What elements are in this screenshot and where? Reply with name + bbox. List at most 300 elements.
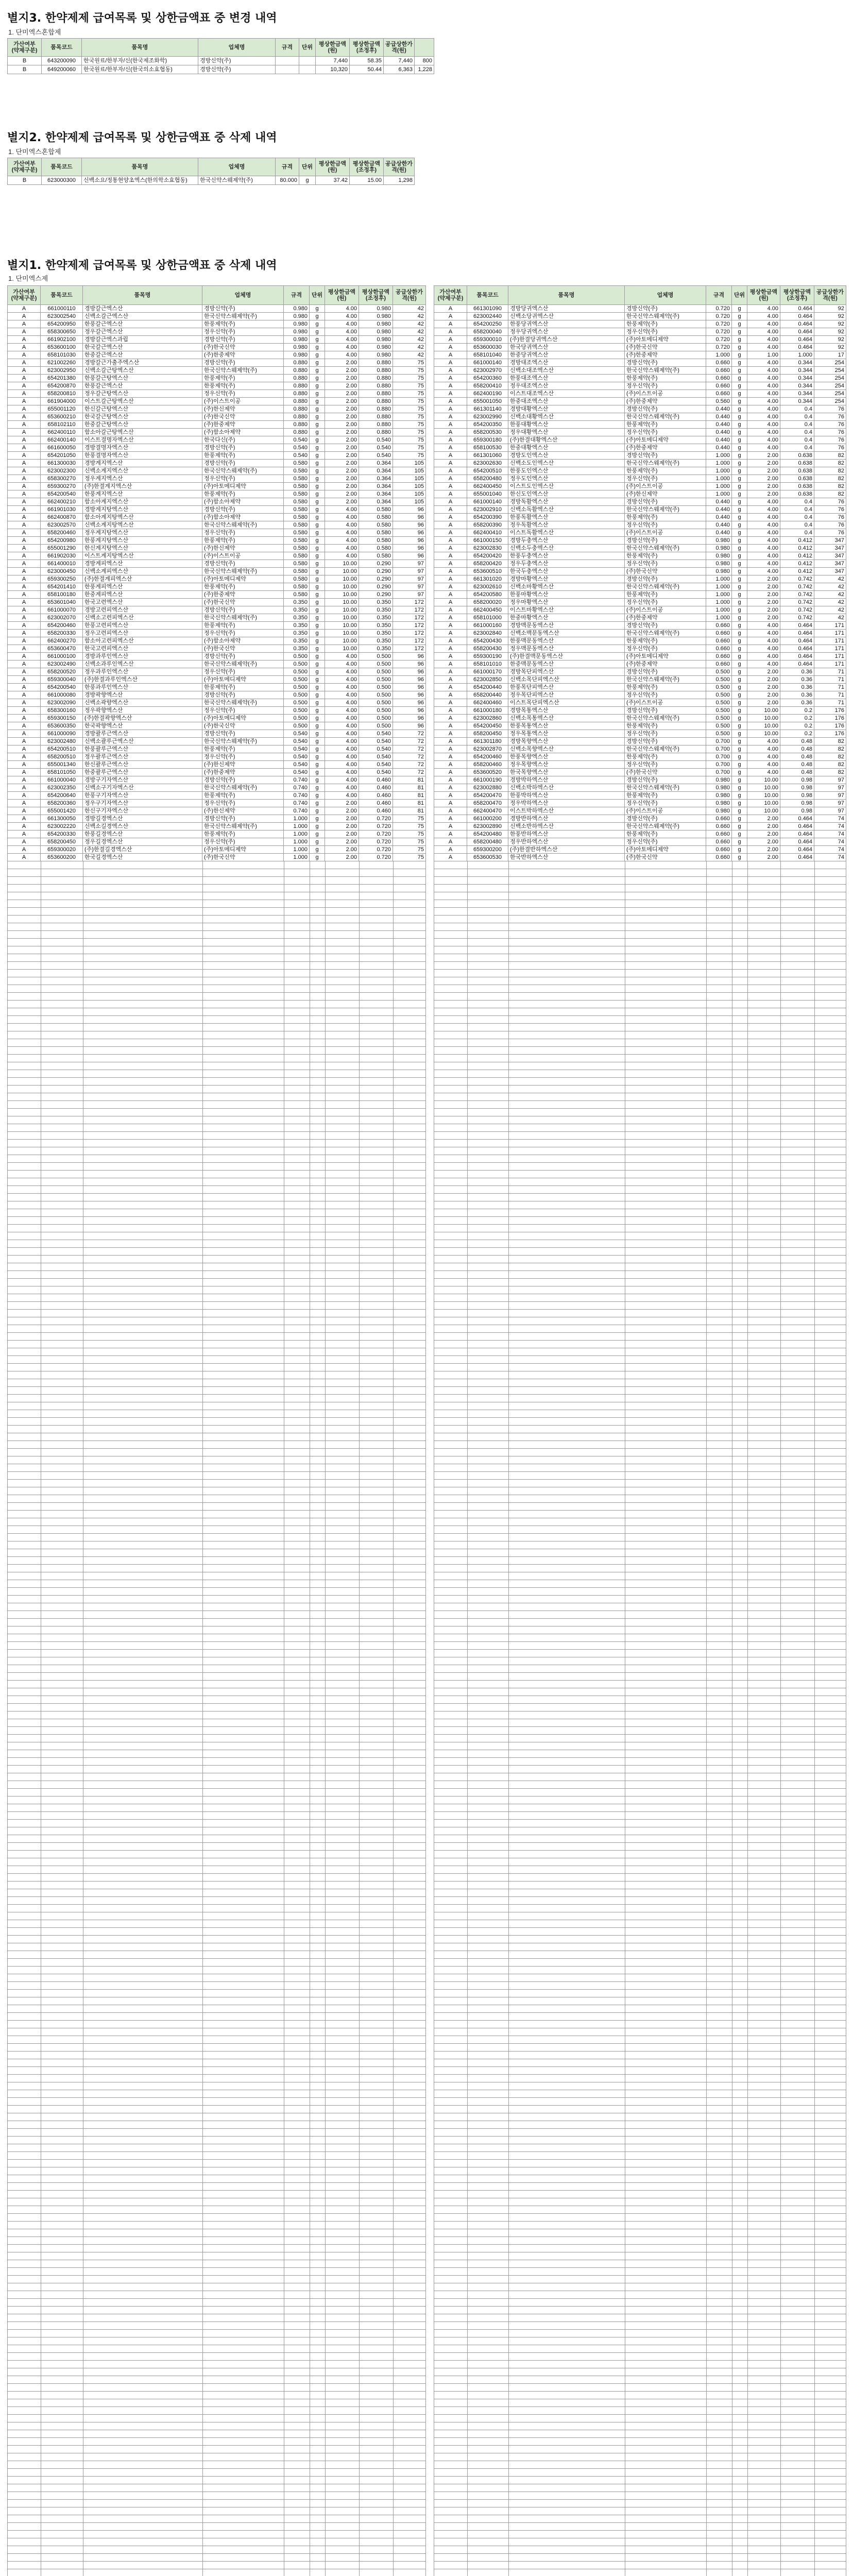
table-row	[8, 413, 426, 421]
table-cell: 623002860	[467, 715, 508, 722]
table-cell: 신백소박하엑스산	[508, 784, 625, 792]
table-cell: 0.440	[706, 413, 732, 421]
table-cell: 함소아고련피엑스산	[83, 637, 202, 645]
table-cell: 658200440	[467, 691, 508, 699]
table-cell: 4.00	[747, 390, 780, 398]
table-cell: A	[8, 599, 41, 606]
table-cell: 658100180	[41, 591, 83, 599]
table-cell: 한국신약스웨제약(주)	[625, 784, 706, 792]
table-cell: 4.00	[325, 545, 359, 552]
table-cell: g	[310, 776, 325, 784]
table-cell: 659300190	[467, 653, 508, 660]
table-cell: 0.48	[780, 769, 814, 776]
table-cell: 4.00	[325, 715, 359, 722]
table-cell: 한국다신(주)	[202, 436, 284, 444]
table-cell: 경방계피엑스산	[83, 560, 202, 568]
table-cell: 2.00	[325, 444, 359, 452]
table-cell: 0.290	[359, 568, 393, 575]
table-cell: A	[8, 831, 41, 838]
table-cell: 661300050	[41, 815, 83, 823]
table-row	[434, 483, 846, 490]
table-cell: 0.440	[706, 498, 732, 506]
table-cell: 한풍제약(주)	[202, 320, 284, 328]
table-cell: 경방신약(주)	[625, 452, 706, 460]
table-row	[434, 506, 846, 514]
table-cell: 105	[393, 475, 426, 483]
table-cell: 623002910	[467, 506, 508, 514]
table-cell: 함소아계지탕엑스산	[83, 514, 202, 521]
table-cell: g	[732, 753, 747, 761]
table-cell: g	[732, 560, 747, 568]
table-cell: g	[310, 599, 325, 606]
table-cell: g	[310, 359, 325, 367]
table-cell: 0.440	[706, 514, 732, 521]
table-cell: 661000110	[41, 305, 83, 313]
table-row	[434, 769, 846, 776]
table-cell: A	[8, 452, 41, 460]
table-cell: 76	[814, 514, 846, 521]
table-cell: g	[732, 382, 747, 390]
table-cell: 658200480	[467, 475, 508, 483]
table-cell: 4.00	[325, 514, 359, 521]
table-cell: 654201380	[41, 375, 83, 382]
table-cell: 658300650	[41, 328, 83, 336]
table-cell: 0.580	[284, 583, 310, 591]
table-cell: 0.540	[359, 761, 393, 769]
table-cell: 0.880	[284, 405, 310, 413]
table-cell	[276, 57, 299, 65]
table-cell: g	[732, 367, 747, 375]
table-cell: A	[434, 653, 467, 660]
table-cell: g	[732, 676, 747, 684]
table-cell: g	[310, 429, 325, 436]
table-cell: g	[732, 815, 747, 823]
table-row	[8, 676, 426, 684]
table-cell: 0.740	[284, 792, 310, 800]
table-cell: 172	[393, 645, 426, 653]
table-cell: 0.500	[284, 699, 310, 707]
table-cell: 경방신약(주)	[625, 776, 706, 784]
table-cell: A	[434, 699, 467, 707]
table-cell: 82	[814, 467, 846, 475]
table-cell: 4.00	[325, 653, 359, 660]
table-cell: 경방맥문동엑스산	[508, 622, 625, 630]
column-header: 업체명	[198, 39, 276, 57]
table-cell: A	[434, 413, 467, 421]
table-cell: 42	[814, 583, 846, 591]
table-cell: 4.00	[747, 622, 780, 630]
table-cell: 0.500	[359, 715, 393, 722]
table-cell: A	[434, 521, 467, 529]
table-cell: g	[732, 699, 747, 707]
table-cell: 0.580	[359, 506, 393, 514]
table-cell: 경방계지엑스산	[83, 460, 202, 467]
table-cell: 96	[393, 545, 426, 552]
table-cell: g	[732, 537, 747, 545]
table-cell: 105	[393, 498, 426, 506]
table-cell: A	[434, 815, 467, 823]
table-cell: g	[310, 521, 325, 529]
table-cell: 4.00	[747, 521, 780, 529]
table-row	[8, 668, 426, 676]
table-cell: 0.464	[780, 645, 814, 653]
table-cell: 이스트마황엑스산	[508, 606, 625, 614]
table-row	[8, 176, 434, 185]
table-cell: 172	[393, 622, 426, 630]
table-cell: 623002830	[467, 545, 508, 552]
table-cell: g	[732, 413, 747, 421]
table-cell: 경방갈근엑스산	[83, 305, 202, 313]
table-cell: 42	[393, 344, 426, 351]
table-cell: 0.440	[706, 429, 732, 436]
table-cell: 0.980	[706, 807, 732, 815]
table-cell: 정우신약(주)	[625, 475, 706, 483]
table-cell: 한국신약스웨제약(주)	[202, 521, 284, 529]
table-cell: 1.000	[284, 846, 310, 854]
table-row	[434, 707, 846, 715]
table-cell: 0.980	[706, 568, 732, 575]
table-cell: 한국신약스웨제약(주)	[625, 367, 706, 375]
table-cell: 4.00	[325, 529, 359, 537]
table-cell: 0.580	[284, 560, 310, 568]
table-cell: 4.00	[747, 436, 780, 444]
table-cell: 경방갈근가출주엑스산	[83, 359, 202, 367]
table-cell: 한신괄루근엑스산	[83, 761, 202, 769]
table-row	[8, 815, 426, 823]
table-cell: 2.00	[325, 390, 359, 398]
table-cell: 76	[814, 436, 846, 444]
table-cell: 이스트갈근탕엑스산	[83, 398, 202, 405]
table-cell: 4.00	[747, 630, 780, 637]
table-cell: 이스트독활엑스산	[508, 529, 625, 537]
table-cell: 662400190	[467, 390, 508, 398]
table-cell: 한풍제약(주)	[202, 382, 284, 390]
table-cell: g	[310, 336, 325, 344]
table-cell: g	[310, 467, 325, 475]
table-cell: 74	[814, 854, 846, 861]
table-cell: 0.290	[359, 560, 393, 568]
table-cell: 0.580	[284, 514, 310, 521]
table-cell: 신백소계지탕엑스산	[83, 521, 202, 529]
table-cell: 4.00	[325, 722, 359, 730]
table-cell: 한국길경엑스산	[83, 854, 202, 861]
table-cell: 0.290	[359, 583, 393, 591]
table-cell: 한중맥문동엑스산	[508, 660, 625, 668]
table-cell: 10.00	[325, 583, 359, 591]
table-cell: 0.500	[359, 684, 393, 691]
table-cell: 정우길경엑스산	[83, 838, 202, 846]
table-row	[434, 328, 846, 336]
table-cell: 654200460	[467, 753, 508, 761]
table-cell: A	[434, 467, 467, 475]
table-cell: 653600200	[41, 854, 83, 861]
table-row	[8, 575, 426, 583]
table-cell: g	[310, 452, 325, 460]
table-cell: 347	[814, 568, 846, 575]
table-cell: 0.700	[706, 761, 732, 769]
table-cell: 정우신약(주)	[202, 753, 284, 761]
column-header: 평상한금액 (조정후)	[780, 286, 814, 305]
table-cell: 1.000	[284, 838, 310, 846]
table-cell: 한국두충엑스산	[508, 568, 625, 575]
table-row	[434, 645, 846, 653]
column-header: 규격	[276, 158, 299, 176]
column-divider	[814, 861, 815, 2576]
table-cell: 0.540	[284, 753, 310, 761]
table-cell: 0.98	[780, 792, 814, 800]
table-cell: 661301090	[467, 305, 508, 313]
table-cell: g	[732, 606, 747, 614]
table-cell: 한국신약스웨제약(주)	[625, 545, 706, 552]
table-cell: (주)이스트이공	[625, 529, 706, 537]
table-cell: 0.344	[780, 367, 814, 375]
table-cell: 4.00	[747, 506, 780, 514]
table-cell: 정우신약(주)	[202, 390, 284, 398]
table-cell: (주)아토메디제약	[625, 336, 706, 344]
table-cell: 4.00	[325, 521, 359, 529]
table-cell: 0.500	[706, 707, 732, 715]
table-cell: 0.4	[780, 413, 814, 421]
table-cell: g	[732, 313, 747, 320]
table-cell: 75	[393, 382, 426, 390]
table-cell: 0.350	[359, 599, 393, 606]
table-cell: (주)아토메디제약	[202, 846, 284, 854]
table-cell: A	[434, 583, 467, 591]
table-cell: 0.660	[706, 645, 732, 653]
table-cell: (주)한결계지엑스산	[83, 483, 202, 490]
column-header: 평상한금액 (조정후)	[350, 39, 384, 57]
table-cell: 658200420	[467, 560, 508, 568]
table-cell: 0.4	[780, 529, 814, 537]
table-cell: 658200040	[467, 328, 508, 336]
table-row	[434, 568, 846, 575]
table-cell: g	[732, 707, 747, 715]
table-cell: 정우신약(주)	[202, 475, 284, 483]
table-cell: g	[732, 653, 747, 660]
table-cell: 10.00	[747, 800, 780, 807]
column-header: 공급상한가 격(원)	[393, 286, 426, 305]
table-row	[434, 730, 846, 738]
table-cell: 정우신약(주)	[202, 838, 284, 846]
table-cell: A	[434, 823, 467, 831]
table-cell: 0.540	[359, 769, 393, 776]
table-cell: 0.880	[359, 367, 393, 375]
table-cell: 654200640	[41, 792, 83, 800]
table-row	[8, 452, 426, 460]
table-cell: g	[310, 846, 325, 854]
table-cell: 0.980	[284, 313, 310, 320]
column-header: 단위	[299, 39, 316, 57]
table-cell: A	[434, 769, 467, 776]
table-cell: g	[732, 475, 747, 483]
table-cell: A	[434, 475, 467, 483]
table-cell: 1.000	[706, 452, 732, 460]
table-cell: g	[732, 545, 747, 552]
table-cell: 신백소대황엑스산	[508, 413, 625, 421]
table-cell: 한국신약스웨제약(주)	[202, 568, 284, 575]
table-cell: 한국갈근탕엑스산	[83, 413, 202, 421]
table-cell: g	[732, 390, 747, 398]
section1-left-table	[7, 285, 426, 861]
table-cell: 한풍계피엑스산	[83, 583, 202, 591]
table-cell: 0.4	[780, 421, 814, 429]
table-cell: 658101030	[41, 351, 83, 359]
table-row	[8, 730, 426, 738]
table-cell: 0.660	[706, 622, 732, 630]
table-row	[434, 807, 846, 815]
table-cell: 661301020	[467, 575, 508, 583]
table-cell: 4.00	[747, 514, 780, 521]
table-cell: A	[8, 854, 41, 861]
table-cell: g	[310, 514, 325, 521]
table-cell: 254	[814, 375, 846, 382]
table-cell: 75	[393, 854, 426, 861]
table-cell: 0.742	[780, 591, 814, 599]
table-cell: A	[8, 838, 41, 846]
table-cell: 정우목단피엑스산	[508, 691, 625, 699]
table-cell: 경방도인엑스산	[508, 452, 625, 460]
table-row	[434, 715, 846, 722]
table-cell: 658101000	[467, 614, 508, 622]
table-cell: 653600530	[467, 854, 508, 861]
table-cell: 0.740	[284, 776, 310, 784]
table-cell: 정우신약(주)	[625, 838, 706, 846]
table-cell: 정우맥문동엑스산	[508, 645, 625, 653]
table-cell: (주)한국신약	[625, 568, 706, 575]
table-cell: g	[310, 815, 325, 823]
table-cell: 4.00	[747, 645, 780, 653]
table-cell: 한국신약스웨제약(주)	[625, 413, 706, 421]
table-cell: 0.580	[284, 537, 310, 545]
table-cell: 661600050	[41, 444, 83, 452]
table-cell: 74	[814, 815, 846, 823]
table-cell: 이스트박하엑스산	[508, 807, 625, 815]
table-cell: 한국고련피엑스산	[83, 645, 202, 653]
table-cell: 661300030	[41, 460, 83, 467]
table-cell: 0.740	[284, 807, 310, 815]
table-cell: 75	[393, 846, 426, 854]
table-cell: g	[732, 784, 747, 792]
table-cell: 0.540	[359, 738, 393, 745]
table-row	[8, 691, 426, 699]
table-row	[434, 336, 846, 344]
table-cell: 경방신약(주)	[202, 444, 284, 452]
table-row	[8, 823, 426, 831]
table-cell: 2.00	[747, 483, 780, 490]
table-cell: g	[299, 176, 316, 185]
table-cell: 10.00	[325, 630, 359, 637]
table-cell: (주)한국신약	[625, 769, 706, 776]
table-cell: 0.4	[780, 436, 814, 444]
table-cell: 0.500	[359, 668, 393, 676]
table-cell: 0.460	[359, 792, 393, 800]
table-cell: (주)이스트이공	[625, 699, 706, 707]
table-cell: 0.350	[284, 614, 310, 622]
table-cell: 1.000	[706, 490, 732, 498]
table-cell: A	[434, 753, 467, 761]
table-cell: A	[434, 807, 467, 815]
table-row	[8, 614, 426, 622]
table-cell: 347	[814, 537, 846, 545]
column-header: 평상한금액 (원)	[325, 286, 359, 305]
table-cell: A	[434, 514, 467, 521]
table-cell: 74	[814, 846, 846, 854]
table-cell: 한풍과루인엑스산	[83, 684, 202, 691]
table-cell: 1.000	[284, 823, 310, 831]
table-cell: 658300270	[41, 475, 83, 483]
table-cell: 신백소목향엑스산	[508, 745, 625, 753]
table-cell: 0.460	[359, 784, 393, 792]
table-cell: 654200870	[41, 382, 83, 390]
table-cell: A	[434, 460, 467, 467]
table-cell: 한국신약스웨제약(주)	[202, 699, 284, 707]
table-cell: (주)아토메디제약	[625, 436, 706, 444]
table-cell: 0.48	[780, 761, 814, 769]
table-row	[434, 792, 846, 800]
table-cell: 경방길경엑스산	[83, 815, 202, 823]
table-row	[8, 568, 426, 575]
table-cell: g	[310, 738, 325, 745]
table-cell: A	[434, 313, 467, 320]
column-header: 업체명	[625, 286, 706, 305]
table-cell: g	[732, 807, 747, 815]
table-cell: 경방신약(주)	[625, 537, 706, 545]
table-cell: 1,228	[415, 65, 434, 74]
table-cell: A	[434, 320, 467, 328]
table-cell: g	[732, 398, 747, 405]
table-cell: A	[8, 498, 41, 506]
table-cell: 0.98	[780, 807, 814, 815]
table-row	[8, 521, 426, 529]
table-cell: A	[8, 568, 41, 575]
table-cell: 1.000	[780, 351, 814, 359]
table-cell: A	[434, 745, 467, 753]
table-cell: 한풍제약(주)	[202, 745, 284, 753]
table-cell: 661000170	[467, 668, 508, 676]
table-cell: B	[8, 65, 42, 74]
table-cell: A	[434, 606, 467, 614]
table-cell: g	[732, 421, 747, 429]
table-row	[8, 529, 426, 537]
table-cell: 경방마황엑스산	[508, 575, 625, 583]
table-cell: 경방신약(주)	[202, 653, 284, 660]
table-cell: 76	[814, 506, 846, 514]
table-cell: A	[434, 429, 467, 436]
table-cell: 654200470	[467, 792, 508, 800]
table-cell: 1.00	[747, 351, 780, 359]
table-row	[8, 375, 426, 382]
table-cell: 0.464	[780, 313, 814, 320]
table-cell: 654200440	[467, 684, 508, 691]
table-cell: g	[732, 715, 747, 722]
table-cell: 0.500	[359, 691, 393, 699]
table-cell: 정우신약(주)	[202, 707, 284, 715]
table-cell: 80.000	[276, 176, 299, 185]
table-cell: 10.00	[325, 645, 359, 653]
table-cell: 0.500	[706, 730, 732, 738]
table-cell: 0.660	[706, 831, 732, 838]
table-cell: 4.00	[747, 344, 780, 351]
table-cell: A	[434, 452, 467, 460]
table-cell: 661301140	[467, 405, 508, 413]
table-cell: g	[732, 823, 747, 831]
table-cell: A	[434, 630, 467, 637]
table-cell: 658200360	[41, 800, 83, 807]
table-cell: 76	[814, 521, 846, 529]
table-cell: 0.880	[284, 390, 310, 398]
table-cell: 97	[814, 776, 846, 784]
table-cell: 4.00	[747, 405, 780, 413]
